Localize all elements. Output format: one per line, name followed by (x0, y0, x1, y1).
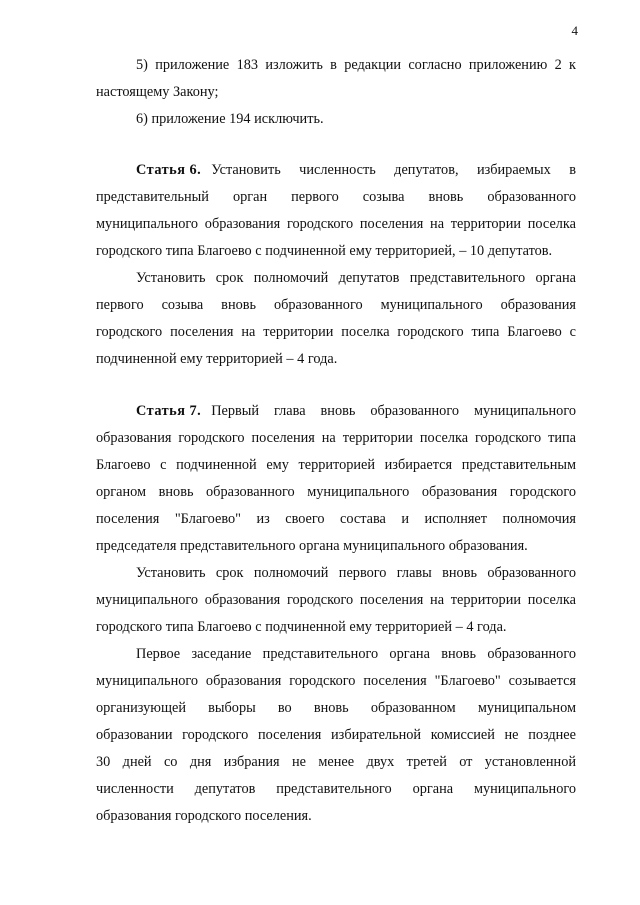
article-6-para2-line-1: Установить срок полномочий депутатов представительного органа (136, 270, 576, 286)
article-6-para1-line-4: городского типа Благоево с подчиненной ему территорией, – 10 депутатов. (96, 243, 553, 259)
article-7-para1-line-4: органом вновь образованного муниципального образования городского (96, 484, 576, 500)
article-7-para3-line-7: образования городского поселения. (96, 808, 312, 824)
article-6-first-line (136, 161, 576, 179)
article-7-para3-line-1: Первое заседание представительного органа вновь образованного (136, 646, 576, 662)
article-6-para2-line-4: подчиненной ему территорией – 4 года. (96, 351, 338, 367)
article-7-para3-line-4: образовании городского поселения избирательной комиссией не позднее (96, 727, 576, 743)
article-7-para3-line-5: 30 дней со дня избрания не менее двух третей от установленной (96, 754, 576, 770)
article-6-para2-line-2: первого созыва вновь образованного муниципального образования (96, 297, 576, 313)
article-7-para1-line-1: Первый глава вновь образованного муниципального (211, 403, 576, 419)
page-number: 4 (571, 23, 578, 38)
article-6-para1-line-1: Установить численность депутатов, избираемых в (211, 162, 576, 178)
article-7-para3-line-6: численности депутатов представительного органа муниципального (96, 781, 576, 797)
article-6-para1-line-2: представительный орган первого созыва вновь образованного (96, 189, 576, 205)
article-7-para1-line-3: Благоево с подчиненной ему территорией избирается представительным (96, 457, 576, 473)
article-7-para2-line-1: Установить срок полномочий первого главы вновь образованного (136, 565, 576, 581)
article-7-para3-line-3: организующей выборы во вновь образованном муниципальном (96, 700, 576, 716)
article-7-para1-line-2: образования городского поселения на территории поселка городского типа (96, 430, 576, 446)
article-6-heading: Статья 6. (136, 162, 202, 178)
article-7-para3-line-2: муниципального образования городского поселения "Благоево" созывается (96, 673, 576, 689)
item-6-line: 6) приложение 194 исключить. (136, 111, 324, 127)
article-7-heading: Статья 7. (136, 403, 202, 419)
article-7-para2-line-3: городского типа Благоево с подчиненной ему территорией – 4 года. (96, 619, 507, 635)
article-6-para1-line-3: муниципального образования городского поселения на территории поселка (96, 216, 576, 232)
article-7-para1-line-6: председателя представительного органа муниципального образования. (96, 538, 528, 554)
item-5-line-2: настоящему Закону; (96, 84, 219, 100)
article-6-para2-line-3: городского поселения на территории поселка городского типа Благоево с (96, 324, 576, 340)
article-7-para1-line-5: поселения "Благоево" из своего состава и исполняет полномочия (96, 511, 576, 527)
article-7-first-line (136, 402, 576, 420)
item-5-line-1: 5) приложение 183 изложить в редакции согласно приложению 2 к (136, 57, 576, 73)
article-7-para2-line-2: муниципального образования городского поселения на территории поселка (96, 592, 576, 608)
